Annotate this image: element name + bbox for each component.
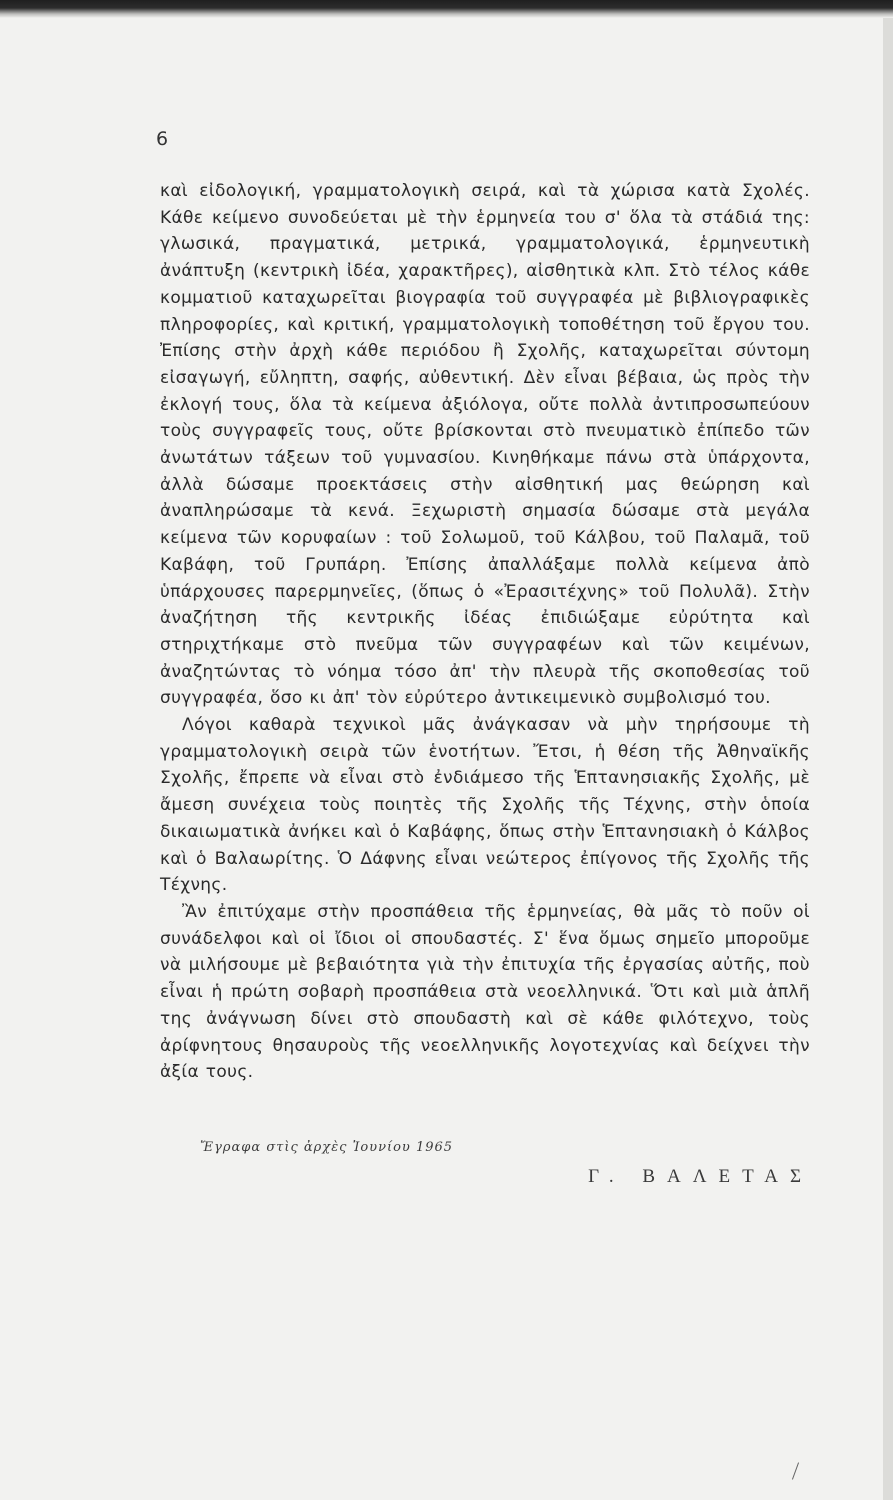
- body-text: [160, 178, 810, 1086]
- page-number: 6: [156, 128, 169, 150]
- paragraph-2: Λόγοι καθαρὰ τεχνικοὶ μᾶς ἀνάγκασαν νὰ μὴν τηρήσουμε τὴ γραμματολογικὴ σειρὰ τῶν ἑνοτήτων. Ἔτσι, ἡ θέση τῆς Ἀθηναϊκῆς Σχολῆς, ἔπρεπε νὰ εἶναι στὸ ἐνδιάμεσο τῆς Ἑπτανησιακῆς Σχολῆς, μὲ ἄμεση συνέχεια τοὺς ποιητὲς τῆς Σχολῆς τῆς Τέχνης, στὴν ὁποία δικαιωματικὰ ἀνήκει καὶ ὁ Καβάφης, ὅπως στὴν Ἑπτανησιακὴ ὁ Κάλβος καὶ ὁ Βαλαωρίτης. Ὁ Δάφνης εἶναι νεώτερος ἐπίγονος τῆς Σχολῆς τῆς Τέχνης.: [160, 715, 810, 896]
- author-signature: Γ. ΒΑΛΕΤΑΣ: [588, 1166, 813, 1187]
- scanned-top-edge: [0, 0, 893, 18]
- paragraph-1: καὶ εἰδολογική, γραμματολογικὴ σειρά, καὶ τὰ χώρισα κατὰ Σχολές. Κάθε κείμενο συνοδεύεται μὲ τὴν ἑρμηνεία του σ' ὅλα τὰ στάδιά της: γλωσικά, πραγματικά, μετρικά, γραμματολογικά, ἑρμηνευτικὴ ἀνάπτυξη (κεντρικὴ ἰδέα, χαρακτῆρες), αἰσθητικὰ κλπ. Στὸ τέλος κάθε κομματιοῦ καταχωρεῖται βιογραφία τοῦ συγγραφέα μὲ βιβλιογραφικὲς πληροφορίες, καὶ κριτική, γραμματολογικὴ τοποθέτηση τοῦ ἔργου του. Ἐπίσης στὴν ἀρχὴ κάθε περιόδου ἢ Σχολῆς, καταχωρεῖται σύντομη εἰσαγωγή, εὔληπτη, σαφής, αὐθεντική. Δὲν εἶναι βέβαια, ὡς πρὸς τὴν ἐκλογή τους, ὅλα τὰ κείμενα ἀξιόλογα, οὔτε πολλὰ ἀντιπροσωπεύουν τοὺς συγγραφεῖς τους, οὔτε βρίσκονται στὸ πνευματικὸ ἐπίπεδο τῶν ἀνωτάτων τάξεων τοῦ γυμνασίου. Κινηθήκαμε πάνω στὰ ὑπάρχοντα, ἀλλὰ δώσαμε προεκτάσεις στὴν αἰσθητική μας θεώρηση καὶ ἀναπληρώσαμε τὰ κενά. Ξεχωριστὴ σημασία δώσαμε στὰ μεγάλα κείμενα τῶν κορυφαίων : τοῦ Σολωμοῦ, τοῦ Κάλβου, τοῦ Παλαμᾶ, τοῦ Καβάφη, τοῦ Γρυπάρη. Ἐπίσης ἀπαλλάξαμε πολλὰ κείμενα ἀπὸ ὑπάρχουσες παρερμηνεῖες, (ὅπως ὁ «Ἐρασιτέχνης» τοῦ Πολυλᾶ). Στὴν ἀναζήτηση τῆς κεντρικῆς ἰδέας ἐπιδιώξαμε εὐρύτητα καὶ στηριχτήκαμε στὸ πνεῦμα τῶν συγγραφέων καὶ τῶν κειμένων, ἀναζητώντας τὸ νόημα τόσο ἀπ' τὴν πλευρὰ τῆς σκοποθεσίας τοῦ συγγραφέα, ὅσο κι ἀπ' τὸν εὐρύτερο ἀντικειμενικὸ συμβολισμό του.: [160, 181, 810, 709]
- scan-mark: [792, 1462, 799, 1479]
- paragraph-3: Ἂν ἐπιτύχαμε στὴν προσπάθεια τῆς ἑρμηνείας, θὰ μᾶς τὸ ποῦν οἱ συνάδελφοι καὶ οἱ ἴδιοι οἱ σπουδαστές. Σ' ἕνα ὅμως σημεῖο μποροῦμε νὰ μιλήσουμε μὲ βεβαιότητα γιὰ τὴν ἐπιτυχία τῆς ἐργασίας αὐτῆς, ποὺ εἶναι ἡ πρώτη σοβαρὴ προσπάθεια στὰ νεοελληνικά. Ὅτι καὶ μιὰ ἁπλῆ της ἀνάγνωση δίνει στὸ σπουδαστὴ καὶ σὲ κάθε φιλότεχνο, τοὺς ἀρίφνητους θησαυροὺς τῆς νεοελληνικῆς λογοτεχνίας καὶ δείχνει τὴν ἀξία τους.: [160, 901, 810, 1083]
- dateline: Ἔγραφα στὶς ἀρχὲς Ἰουνίου 1965: [200, 1140, 454, 1155]
